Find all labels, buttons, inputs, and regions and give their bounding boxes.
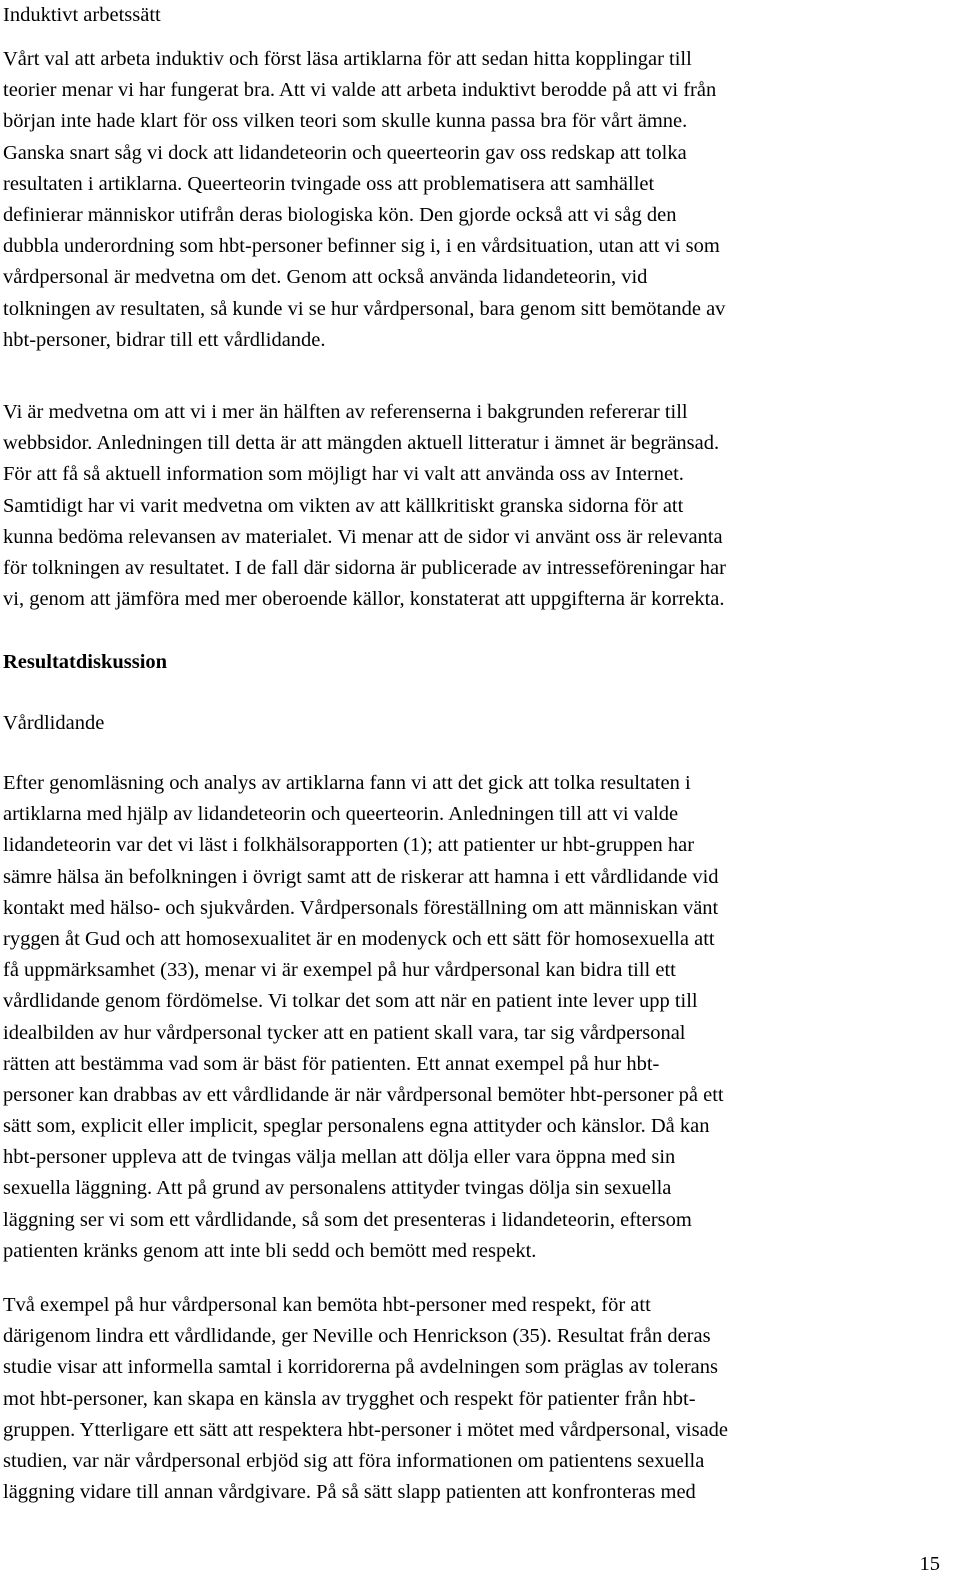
text-line: dubbla underordning som hbt-personer befinner sig i, i en vårdsituation, utan att vi som [3,235,720,258]
text-line: rätten att bestämma vad som är bäst för patienten. Ett annat exempel på hur hbt- [3,1052,660,1075]
text-line: lidandeteorin var det vi läst i folkhälsorapporten (1); att patienter ur hbt-gruppen har [3,834,695,857]
text-line: läggning ser vi som ett vårdlidande, så som det presenteras i lidandeteorin, eftersom [3,1208,692,1231]
paragraph-induktivt-2 [3,397,948,615]
text-line: Samtidigt har vi varit medvetna om vikten av att källkritiskt granska sidorna för att [3,494,684,517]
text-line: kontakt med hälso- och sjukvården. Vårdpersonals föreställning om att människan vänt [3,896,719,919]
text-line: hbt-personer uppleva att de tvingas välja mellan att dölja eller vara öppna med sin [3,1146,676,1169]
text-line: gruppen. Ytterligare ett sätt att respektera hbt-personer i mötet med vårdpersonal, visade [3,1418,729,1441]
text-line: idealbilden av hur vårdpersonal tycker att en patient skall vara, tar sig vårdpersonal [3,1021,686,1044]
paragraph-induktivt-1 [3,44,948,356]
text-line: sexuella läggning. Att på grund av personalens attityder tvingas dölja sin sexuella [3,1177,672,1200]
page-number: 15 [919,1553,940,1575]
text-line: därigenom lindra ett vårdlidande, ger Neville och Henrickson (35). Resultat från deras [3,1325,711,1348]
text-line: kunna bedöma relevansen av materialet. Vi menar att de sidor vi använt oss är relevanta [3,525,723,548]
text-line: vi, genom att jämföra med mer oberoende källor, konstaterat att uppgifterna är korrekta. [3,588,725,611]
text-line: läggning vidare till annan vårdgivare. På så sätt slapp patienten att konfronteras med [3,1481,696,1504]
text-line: Vi är medvetna om att vi i mer än hälften av referenserna i bakgrunden refererar till [3,401,688,423]
text-line: webbsidor. Anledningen till detta är att mängden aktuell litteratur i ämnet är begränsad. [3,432,720,455]
text-line: teorier menar vi har fungerat bra. Att vi valde att arbeta induktivt berodde på att vi från [3,79,717,102]
text-line: sätt som, explicit eller implicit, speglar personalens egna attityder och känslor. Då kan [3,1115,710,1138]
text-line: för tolkningen av resultatet. I de fall där sidorna är publicerade av intresseföreningar har [3,556,726,579]
text-line: Efter genomläsning och analys av artiklarna fann vi att det gick att tolka resultaten i [3,772,691,794]
paragraph-vardlidande-1 [3,768,948,1267]
text-line: Vårt val att arbeta induktiv och först läsa artiklarna för att sedan hitta kopplingar till [3,48,692,70]
text-line: Två exempel på hur vårdpersonal kan bemöta hbt-personer med respekt, för att [3,1294,651,1316]
text-line: tolkningen av resultaten, så kunde vi se hur vårdpersonal, bara genom sitt bemötande av [3,297,726,320]
text-line: vårdpersonal är medvetna om det. Genom att också använda lidandeteorin, vid [3,266,648,289]
subheading-vardlidande: Vårdlidande [3,712,105,734]
section-heading-induktivt: Induktivt arbetssätt [3,4,161,26]
text-line: början inte hade klart för oss vilken teori som skulle kunna passa bra för vårt ämne. [3,110,688,133]
section-heading-resultatdiskussion: Resultatdiskussion [3,651,168,673]
text-line: personer kan drabbas av ett vårdlidande är när vårdpersonal bemöter hbt-personer på ett [3,1083,724,1106]
text-line: studien, var när vårdpersonal erbjöd sig att föra informationen om patientens sexuella [3,1449,705,1472]
text-line: mot hbt-personer, kan skapa en känsla av trygghet och respekt för patienter från hbt- [3,1387,696,1410]
text-line: definierar människor utifrån deras biologiska kön. Den gjorde också att vi såg den [3,203,677,226]
text-line: sämre hälsa än befolkningen i övrigt samt att de riskerar att hamna i ett vårdlidande vid [3,865,719,888]
text-line: studie visar att informella samtal i korridorerna på avdelningen som präglas av tolerans [3,1356,718,1379]
text-line: ryggen åt Gud och att homosexualitet är en modenyck och ett sätt för homosexuella att [3,927,715,950]
text-line: vårdlidande genom fördömelse. Vi tolkar det som att när en patient inte lever upp till [3,990,698,1013]
text-line: Ganska snart såg vi dock att lidandeteorin och queerteorin gav oss redskap att tolka [3,141,687,164]
text-line: hbt-personer, bidrar till ett vårdlidande. [3,328,326,351]
text-line: För att få så aktuell information som möjligt har vi valt att använda oss av Internet. [3,463,684,486]
text-line: få uppmärksamhet (33), menar vi är exempel på hur vårdpersonal kan bidra till ett [3,959,676,982]
text-line: resultaten i artiklarna. Queerteorin tvingade oss att problematisera att samhället [3,172,655,195]
paragraph-vardlidande-2 [3,1290,948,1508]
text-line: artiklarna med hjälp av lidandeteorin och queerteorin. Anledningen till att vi valde [3,803,679,826]
text-line: patienten kränks genom att inte bli sedd och bemött med respekt. [3,1239,537,1262]
